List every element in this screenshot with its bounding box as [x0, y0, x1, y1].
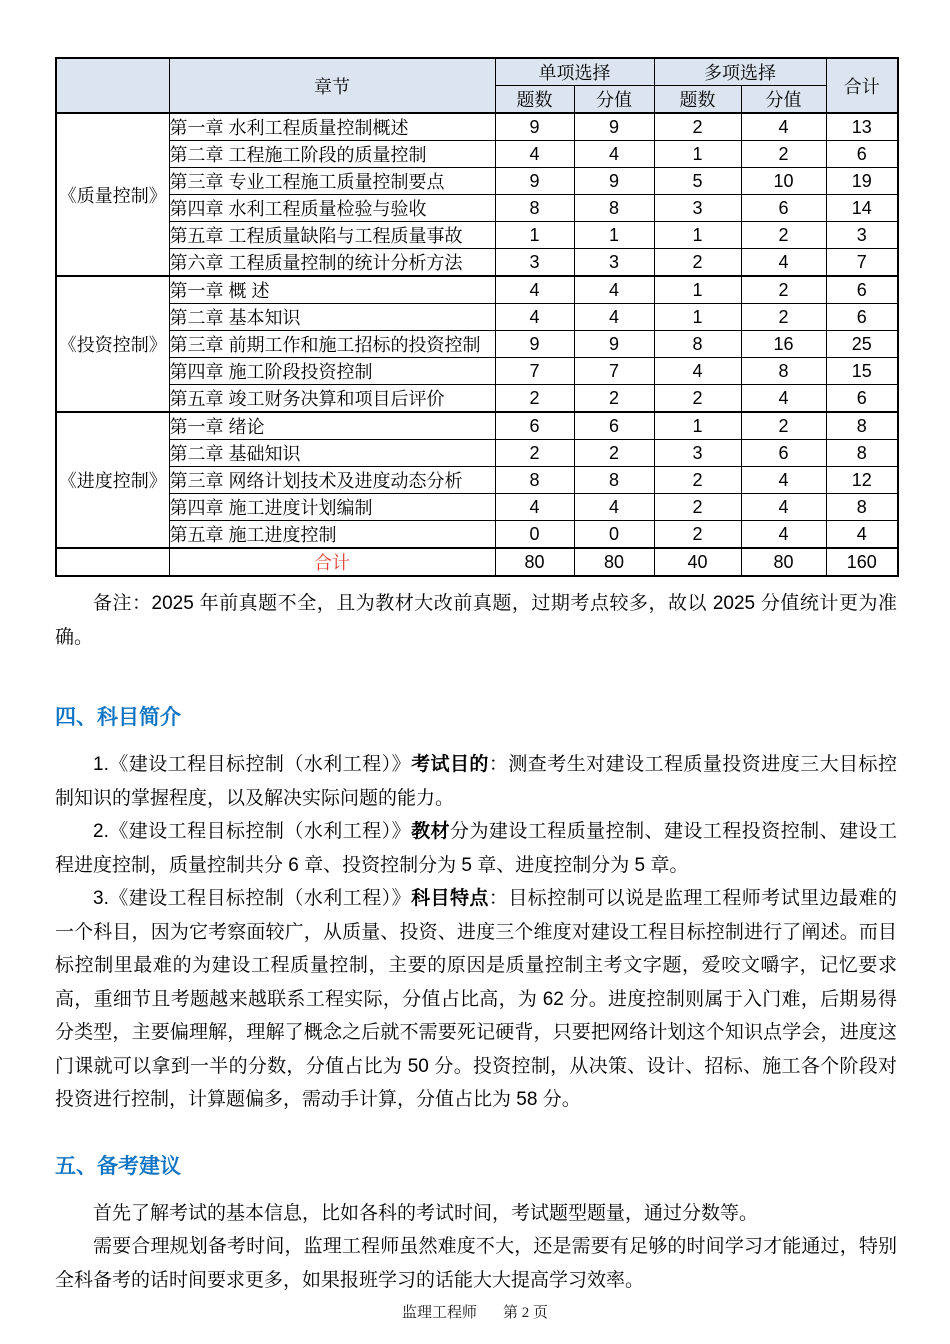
value-cell: 1 [574, 222, 654, 249]
chapter-cell: 第二章 基础知识 [169, 440, 495, 467]
paragraph-bold-label: 教材 [411, 821, 450, 842]
value-cell: 4 [741, 385, 826, 413]
value-cell: 4 [741, 467, 826, 494]
value-cell: 2 [741, 412, 826, 440]
value-cell: 10 [741, 168, 826, 195]
table-row [56, 195, 898, 222]
section5-heading: 五、备考建议 [55, 1154, 181, 1178]
value-cell: 6 [741, 440, 826, 467]
value-cell: 9 [495, 331, 574, 358]
value-cell: 0 [495, 521, 574, 549]
value-cell: 4 [495, 494, 574, 521]
corner-cell [56, 58, 169, 113]
header-score-multi: 分值 [741, 86, 826, 114]
value-cell: 4 [574, 141, 654, 168]
value-cell: 1 [654, 222, 741, 249]
value-cell: 3 [654, 195, 741, 222]
table-header-row-1 [56, 58, 898, 86]
chapter-cell: 第四章 水利工程质量检验与验收 [169, 195, 495, 222]
value-cell: 8 [741, 358, 826, 385]
section4-paragraph-2 [55, 815, 897, 882]
table-row [56, 494, 898, 521]
value-cell: 2 [654, 385, 741, 413]
value-cell: 8 [574, 467, 654, 494]
header-total: 合计 [826, 58, 898, 113]
header-chapter: 章节 [169, 58, 495, 113]
value-cell: 1 [495, 222, 574, 249]
value-cell: 9 [574, 113, 654, 141]
exam-stats-table [55, 57, 899, 577]
value-cell: 4 [574, 494, 654, 521]
value-cell: 4 [574, 304, 654, 331]
paragraph-text: 分为建设工程质量控制、建设工程投资控制、建设工程进度控制，质量控制共分 6 章、投资控制分为 5 章、进度控制分为 5 章。 [55, 821, 897, 876]
table-header [56, 58, 898, 113]
value-cell: 3 [826, 222, 898, 249]
group-label-cell: 《投资控制》 [56, 276, 169, 412]
footer-page-number: 第 2 页 [503, 1305, 549, 1321]
value-cell: 2 [654, 494, 741, 521]
value-cell: 9 [574, 168, 654, 195]
total-value-cell: 160 [826, 548, 898, 576]
value-cell: 7 [826, 249, 898, 277]
value-cell: 8 [574, 195, 654, 222]
paragraph-bold-label: 科目特点 [411, 888, 489, 909]
chapter-cell: 第一章 概 述 [169, 276, 495, 304]
paragraph-text: ：目标控制可以说是监理工程师考试里边最难的一个科目，因为它考察面较广，从质量、投资、进度三个维度对建设工程目标控制进行了阐述。而目标控制里最难的为建设工程质量控制，主要的原因是质量控制主考文字题，爱咬文嚼字，记忆要求高，重细节且考题越来越联系工程实际，分值占比高，为 62 分。进度控制则属于入门难，后期易得分类型，主要偏理解，理解了概念之后就不需要死记硬背，只要把网络计划这个知识点学会，进度这门课就可以拿到一半的分数，分值占比为 50 分。投资控制，从决策、设计、招标、施工各个阶段对投资进行控制，计算题偏多，需动手计算，分值占比为 58 分。 [55, 888, 897, 1110]
value-cell: 6 [574, 412, 654, 440]
paragraph-bold-label: 考试目的 [411, 754, 489, 775]
value-cell: 6 [741, 195, 826, 222]
table-row [56, 249, 898, 277]
table-row [56, 276, 898, 304]
value-cell: 8 [654, 331, 741, 358]
value-cell: 2 [741, 276, 826, 304]
value-cell: 2 [654, 249, 741, 277]
table-total-row [56, 548, 898, 576]
chapter-cell: 第三章 前期工作和施工招标的投资控制 [169, 331, 495, 358]
value-cell: 8 [826, 412, 898, 440]
value-cell: 4 [741, 521, 826, 549]
section5-paragraph-1: 首先了解考试的基本信息，比如各科的考试时间，考试题型题量，通过分数等。 [93, 1202, 759, 1224]
chapter-cell: 第四章 施工进度计划编制 [169, 494, 495, 521]
group-label-cell: 《质量控制》 [56, 113, 169, 276]
table-body [56, 113, 898, 576]
value-cell: 4 [741, 113, 826, 141]
value-cell: 13 [826, 113, 898, 141]
value-cell: 2 [495, 385, 574, 413]
table-row [56, 467, 898, 494]
paragraph-text: ：测查考生对建设工程质量投资进度三大目标控制知识的掌握程度，以及解决实际问题的能力。 [55, 754, 897, 809]
value-cell: 1 [654, 141, 741, 168]
paragraph-text: 2.《建设工程目标控制（水利工程）》 [93, 821, 412, 842]
value-cell: 2 [574, 440, 654, 467]
value-cell: 6 [826, 276, 898, 304]
value-cell: 14 [826, 195, 898, 222]
value-cell: 6 [826, 385, 898, 413]
value-cell: 1 [654, 412, 741, 440]
header-question-count-multi: 题数 [654, 86, 741, 114]
value-cell: 2 [495, 440, 574, 467]
value-cell: 2 [654, 113, 741, 141]
chapter-cell: 第三章 专业工程施工质量控制要点 [169, 168, 495, 195]
value-cell: 9 [495, 168, 574, 195]
empty-cell [56, 548, 169, 576]
value-cell: 0 [574, 521, 654, 549]
table-row [56, 141, 898, 168]
value-cell: 8 [495, 467, 574, 494]
table-row [56, 385, 898, 413]
value-cell: 3 [574, 249, 654, 277]
table-row [56, 358, 898, 385]
section4-paragraph-1 [55, 748, 897, 815]
value-cell: 1 [654, 276, 741, 304]
chapter-cell: 第一章 绪论 [169, 412, 495, 440]
value-cell: 8 [826, 494, 898, 521]
chapter-cell: 第五章 竣工财务决算和项目后评价 [169, 385, 495, 413]
value-cell: 2 [741, 304, 826, 331]
table-row [56, 440, 898, 467]
value-cell: 4 [654, 358, 741, 385]
chapter-cell: 第三章 网络计划技术及进度动态分析 [169, 467, 495, 494]
value-cell: 19 [826, 168, 898, 195]
value-cell: 4 [495, 276, 574, 304]
header-single-choice: 单项选择 [495, 58, 654, 86]
value-cell: 2 [654, 467, 741, 494]
value-cell: 8 [495, 195, 574, 222]
value-cell: 4 [495, 141, 574, 168]
value-cell: 3 [495, 249, 574, 277]
table-row [56, 412, 898, 440]
value-cell: 3 [654, 440, 741, 467]
footer-doc-title: 监理工程师 [401, 1305, 477, 1321]
value-cell: 12 [826, 467, 898, 494]
value-cell: 4 [495, 304, 574, 331]
total-value-cell: 80 [741, 548, 826, 576]
table-row [56, 113, 898, 141]
total-value-cell: 80 [574, 548, 654, 576]
chapter-cell: 第五章 施工进度控制 [169, 521, 495, 549]
value-cell: 7 [574, 358, 654, 385]
value-cell: 2 [741, 222, 826, 249]
value-cell: 4 [741, 249, 826, 277]
section5-paragraph-2: 需要合理规划备考时间，监理工程师虽然难度不大，还是需要有足够的时间学习才能通过，特别全科备考的话时间要求更多，如果报班学习的话能大大提高学习效率。 [55, 1236, 897, 1291]
value-cell: 2 [741, 141, 826, 168]
header-multi-choice: 多项选择 [654, 58, 826, 86]
value-cell: 5 [654, 168, 741, 195]
value-cell: 7 [495, 358, 574, 385]
value-cell: 9 [574, 331, 654, 358]
value-cell: 8 [826, 440, 898, 467]
table-row [56, 168, 898, 195]
value-cell: 6 [826, 141, 898, 168]
value-cell: 16 [741, 331, 826, 358]
value-cell: 4 [826, 521, 898, 549]
table-row [56, 304, 898, 331]
value-cell: 1 [654, 304, 741, 331]
table-row [56, 331, 898, 358]
section4-heading: 四、科目简介 [55, 706, 181, 729]
value-cell: 2 [654, 521, 741, 549]
chapter-cell: 第二章 基本知识 [169, 304, 495, 331]
value-cell: 6 [826, 304, 898, 331]
page-footer [0, 1301, 950, 1322]
header-score-single: 分值 [574, 86, 654, 114]
paragraph-text: 1.《建设工程目标控制（水利工程）》 [93, 754, 412, 775]
value-cell: 2 [574, 385, 654, 413]
chapter-cell: 第四章 施工阶段投资控制 [169, 358, 495, 385]
chapter-cell: 第二章 工程施工阶段的质量控制 [169, 141, 495, 168]
value-cell: 4 [741, 494, 826, 521]
chapter-cell: 第六章 工程质量控制的统计分析方法 [169, 249, 495, 277]
total-value-cell: 40 [654, 548, 741, 576]
chapter-cell: 第一章 水利工程质量控制概述 [169, 113, 495, 141]
section4-paragraph-3 [55, 882, 897, 1117]
value-cell: 25 [826, 331, 898, 358]
total-label-cell: 合计 [169, 548, 495, 576]
group-label-cell: 《进度控制》 [56, 412, 169, 548]
header-question-count-single: 题数 [495, 86, 574, 114]
note-paragraph: 备注：2025 年前真题不全，且为教材大改前真题，过期考点较多，故以 2025 分值统计更为准确。 [55, 593, 897, 648]
chapter-cell: 第五章 工程质量缺陷与工程质量事故 [169, 222, 495, 249]
value-cell: 15 [826, 358, 898, 385]
total-value-cell: 80 [495, 548, 574, 576]
paragraph-text: 3.《建设工程目标控制（水利工程）》 [93, 888, 412, 909]
value-cell: 9 [495, 113, 574, 141]
value-cell: 4 [574, 276, 654, 304]
table-row [56, 222, 898, 249]
value-cell: 6 [495, 412, 574, 440]
table-row [56, 521, 898, 549]
